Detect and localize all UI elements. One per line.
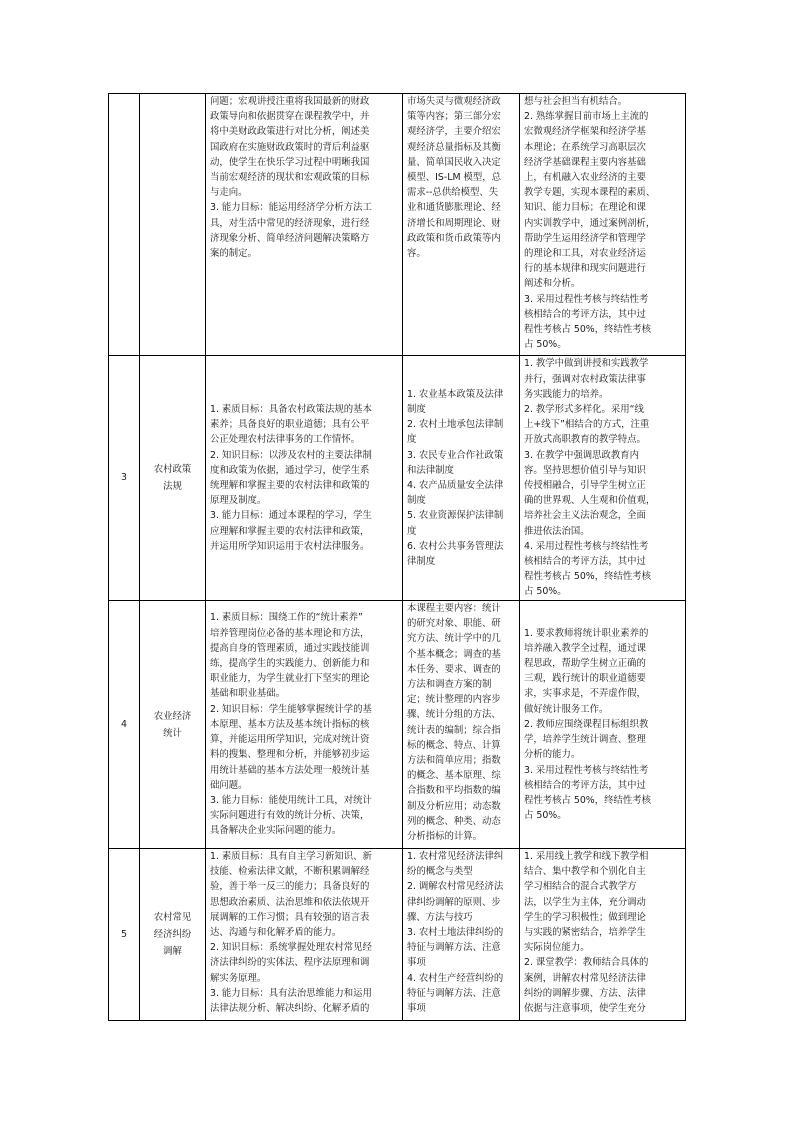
cell-text-line: 并运用所学知识运用于农村法律服务。 bbox=[210, 540, 370, 552]
course-number-cell: 5 bbox=[109, 849, 140, 1021]
cell-text-line: 学习相结合的混合式教学方 bbox=[524, 881, 637, 893]
cell-text-line: 具备解决企业实际问题的能力。 bbox=[210, 825, 342, 837]
cell-text-line: 国政府在实施财政政策时的背后利益驱 bbox=[210, 141, 370, 153]
cell-text-line: 2. 知识目标：以涉及农村的主要法律制 bbox=[210, 449, 372, 461]
cell-text-line: 知识、能力目标；在理论和课 bbox=[524, 202, 646, 214]
cell-text-line: 想与社会担当有机结合。 bbox=[524, 96, 628, 107]
cell-text-line: 程思政，帮助学生树立正确的 bbox=[524, 658, 646, 670]
course-requirements-cell bbox=[520, 94, 686, 356]
cell-text-line: 内实训教学中，通过案例剖析， bbox=[524, 217, 656, 229]
cell-text-line: 究方法、统计学中的几 bbox=[407, 633, 501, 645]
cell-text-line: 原理及制度。 bbox=[210, 495, 267, 507]
cell-text-line: 2. 知识目标：系统掌握处理农村常见经 bbox=[210, 942, 372, 954]
cell-text-line: 解实务原理。 bbox=[210, 972, 267, 984]
course-content-cell bbox=[403, 601, 520, 849]
cell-text-line: 3. 采用过程性考核与终结性考 bbox=[524, 293, 649, 305]
cell-text-line: 本课程主要内容：统计 bbox=[407, 603, 501, 614]
cell-text-line: 料的搜集、整理和分析，并能够初步运 bbox=[210, 749, 370, 761]
cell-text-line: 标的概念、特点、计算 bbox=[407, 739, 501, 751]
cell-text-line: 传授相融合，引导学生树立正 bbox=[524, 480, 646, 491]
cell-text-line: 问题；宏观讲授注重将我国最新的财政 bbox=[210, 96, 370, 107]
cell-text-line: 程性考核占 50%，终结性考核 bbox=[524, 571, 651, 583]
cell-text-line: 依据与注意事项，使学生充分 bbox=[524, 1003, 646, 1015]
cell-text-line: 案例，讲解农村常见经济法律 bbox=[524, 972, 646, 984]
cell-text-line: 验，善于举一反三的能力；具备良好的 bbox=[210, 881, 370, 893]
cell-text-line: 学，培养学生统计调查、整理 bbox=[524, 734, 646, 746]
cell-text-line: 培养社会主义法治观念，全面 bbox=[524, 510, 646, 522]
course-name-cell: 农村政策法规 bbox=[140, 356, 206, 601]
cell-text-line: 程性考核占 50%，终结性考核 bbox=[524, 794, 651, 806]
cell-text-line: 核相结合的考评方法，其中过 bbox=[524, 308, 646, 320]
cell-text-line: 当前宏观经济的现状和宏观政策的目标 bbox=[210, 172, 370, 184]
cell-text-line: 确的世界观、人生观和价值观， bbox=[524, 495, 656, 507]
cell-text-line: 3. 农村土地法律纠纷的 bbox=[407, 927, 504, 939]
cell-text-line: 3. 能力目标：通过本课程的学习，学生 bbox=[210, 510, 372, 522]
cell-text-line: 3. 在教学中强调思政教育内 bbox=[524, 449, 640, 461]
course-content-cell bbox=[403, 356, 520, 601]
course-content-cell bbox=[403, 94, 520, 356]
cell-text-line: 量、简单国民收入决定 bbox=[407, 156, 501, 168]
cell-text-line: 提高自身的管理素质，通过实践技能训 bbox=[210, 642, 370, 654]
course-requirements-cell bbox=[520, 601, 686, 849]
cell-text-line: 3. 能力目标：能运用经济学分析方法工 bbox=[210, 202, 372, 214]
cell-text-line: 学生的学习积极性；做到理论 bbox=[524, 911, 646, 923]
cell-text-line: 2. 调解农村常见经济法 bbox=[407, 881, 504, 893]
cell-text-line: 法，以学生为主体，充分调动 bbox=[524, 896, 646, 908]
course-goals-cell bbox=[206, 356, 403, 601]
cell-text-line: 将中美财政政策进行对比分析，阐述美 bbox=[210, 126, 370, 138]
cell-text-line: 实际问题进行有效的统计分析、决策， bbox=[210, 810, 370, 822]
cell-text-line: 实际岗位能力。 bbox=[524, 942, 590, 954]
course-goals-cell bbox=[206, 94, 403, 356]
cell-text-line: 上，有机融入农业经济的主要 bbox=[524, 172, 646, 184]
cell-text-line: 和法律制度 bbox=[407, 464, 454, 476]
cell-text-line: 市场失灵与微观经济政 bbox=[407, 96, 501, 107]
cell-text-line: 列的概念、种类、动态 bbox=[407, 815, 501, 827]
cell-text-line: 事项 bbox=[407, 957, 426, 969]
cell-text-line: 3. 采用过程性考核与终结性考 bbox=[524, 764, 649, 776]
cell-text-line: 帮助学生运用经济学和管理学 bbox=[524, 232, 646, 244]
cell-text-line: 容。坚持思想价值引导与知识 bbox=[524, 464, 646, 476]
cell-text-line: 2. 知识目标：学生能够掌握统计学的基 bbox=[210, 703, 372, 715]
cell-text-line: 三观，践行统计的职业道德要 bbox=[524, 673, 646, 685]
cell-text-line: 阐述和分析。 bbox=[524, 278, 581, 290]
cell-text-line: 政策导向和依据贯穿在课程教学中，并 bbox=[210, 111, 370, 123]
cell-text-line: 2. 课堂教学：教师结合具体的 bbox=[524, 957, 649, 969]
cell-text-line: 本任务、要求、调查的 bbox=[407, 663, 501, 675]
cell-text-line: 观经济总量指标及其衡 bbox=[407, 141, 501, 153]
cell-text-line: 1. 素质目标：具有自主学习新知识、新 bbox=[210, 851, 372, 862]
cell-text-line: 济法律纠纷的实体法、程序法原理和调 bbox=[210, 957, 370, 969]
table-row bbox=[109, 356, 686, 601]
cell-text-line: 骤、统计分组的方法、 bbox=[407, 709, 501, 721]
cell-text-line: 事项 bbox=[407, 1003, 426, 1015]
course-goals-cell bbox=[206, 601, 403, 849]
cell-text-line: 骤、方法与技巧 bbox=[407, 911, 473, 923]
cell-text-line: 占 50%。 bbox=[524, 810, 567, 822]
cell-text-line: 政政策和货币政策等内 bbox=[407, 232, 501, 244]
cell-text-line: 程性考核占 50%，终结性考核 bbox=[524, 324, 651, 336]
course-number-cell: 3 bbox=[109, 356, 140, 601]
cell-text-line: 培养管理岗位必备的基本理论和方法， bbox=[210, 627, 370, 639]
cell-text-line: 纷的概念与类型 bbox=[407, 866, 473, 878]
cell-text-line: 观经济学，主要介绍宏 bbox=[407, 126, 501, 138]
course-content-cell bbox=[403, 849, 520, 1021]
cell-text-line: 本理论；在系统学习高职层次 bbox=[524, 141, 646, 153]
cell-text-line: 6. 农村公共事务管理法 bbox=[407, 540, 504, 552]
cell-text-line: 思想政治素质、法治思维和依法依规开 bbox=[210, 896, 370, 908]
cell-text-line: 特征与调解方法、注意 bbox=[407, 987, 501, 999]
cell-text-line: 1. 教学中做到讲授和实践教学 bbox=[524, 358, 649, 370]
cell-text-line: 素养；具备良好的职业道德；具有公平 bbox=[210, 419, 370, 431]
cell-text-line: 统计表的编制；综合指 bbox=[407, 724, 501, 736]
cell-text-line: 求，实事求是，不弄虚作假， bbox=[524, 688, 646, 700]
cell-text-line: 并行，强调对农村政策法律事 bbox=[524, 373, 646, 385]
cell-text-line: 制度 bbox=[407, 495, 426, 507]
cell-text-line: 教学专题，实现本课程的素质、 bbox=[524, 187, 656, 199]
course-requirements-cell bbox=[520, 356, 686, 601]
cell-text-line: 动，使学生在快乐学习过程中明晰我国 bbox=[210, 156, 370, 168]
cell-text-line: 占 50%。 bbox=[524, 339, 567, 351]
cell-text-line: 2. 教师应围绕课程目标组织教 bbox=[524, 718, 649, 730]
cell-text-line: 算，并能运用所学知识，完成对统计资 bbox=[210, 734, 370, 746]
cell-text-line: 需求--总供给模型、失 bbox=[407, 187, 499, 199]
cell-text-line: 度和政策为依据，通过学习，使学生系 bbox=[210, 464, 370, 476]
cell-text-line: 律制度 bbox=[407, 556, 436, 568]
cell-text-line: 用统计基础的基本方法处理一般统计基 bbox=[210, 764, 370, 776]
cell-text-line: 行的基本规律和现实问题进行 bbox=[524, 263, 646, 275]
cell-text-line: 策等内容；第三部分宏 bbox=[407, 111, 501, 123]
cell-text-line: 案的制定。 bbox=[210, 248, 257, 260]
cell-text-line: 1. 采用线上教学和线下教学相 bbox=[524, 851, 649, 862]
cell-text-line: 宏微观经济学框架和经济学基 bbox=[524, 126, 646, 138]
cell-text-line: 容。 bbox=[407, 248, 426, 260]
cell-text-line: 占 50%。 bbox=[524, 586, 567, 598]
cell-text-line: 度 bbox=[407, 434, 417, 446]
cell-text-line: 分析指标的计算。 bbox=[407, 831, 483, 843]
cell-text-line: 1. 素质目标：围绕工作的“统计素养” bbox=[210, 612, 363, 624]
course-name-cell: 农村常见经济纠纷调解 bbox=[140, 849, 206, 1021]
course-number-cell: 4 bbox=[109, 601, 140, 849]
cell-text-line: 的概念、基本原理、综 bbox=[407, 770, 501, 782]
cell-text-line: 2. 教学形式多样化。采用“线 bbox=[524, 403, 644, 415]
cell-text-line: 济现象分析、简单经济问题解决策略方 bbox=[210, 232, 370, 244]
cell-text-line: 做好统计服务工作。 bbox=[524, 703, 609, 715]
cell-text-line: 纠纷的调解步骤、方法、法律 bbox=[524, 987, 646, 999]
cell-text-line: 1. 要求教师将统计职业素养的 bbox=[524, 627, 649, 639]
cell-text-line: 度 bbox=[407, 525, 417, 537]
cell-text-line: 的理论和工具，对农业经济运 bbox=[524, 248, 646, 260]
cell-text-line: 2. 农村土地承包法律制 bbox=[407, 419, 504, 431]
cell-text-line: 模型、IS-LM 模型，总 bbox=[407, 172, 502, 184]
cell-text-line: 1. 农业基本政策及法律 bbox=[407, 388, 504, 400]
cell-text-line: 定；统计整理的内容步 bbox=[407, 694, 501, 706]
course-goals-cell bbox=[206, 849, 403, 1021]
cell-text-line: 与走向。 bbox=[210, 187, 248, 199]
cell-text-line: 4. 采用过程性考核与终结性考 bbox=[524, 540, 649, 552]
course-requirements-cell bbox=[520, 849, 686, 1021]
cell-text-line: 练，提高学生的实践能力、创新能力和 bbox=[210, 658, 370, 670]
cell-text-line: 础问题。 bbox=[210, 779, 248, 791]
cell-text-line: 特征与调解方法、注意 bbox=[407, 942, 501, 954]
cell-text-line: 技能、检索法律文献，不断积累调解经 bbox=[210, 866, 370, 878]
cell-text-line: 上+线下”相结合的方式，注重 bbox=[524, 419, 650, 431]
cell-text-line: 展调解的工作习惯；具有较强的语言表 bbox=[210, 911, 370, 923]
cell-text-line: 3. 农民专业合作社政策 bbox=[407, 449, 504, 461]
cell-text-line: 本原理、基本方法及基本统计指标的核 bbox=[210, 718, 370, 730]
cell-text-line: 培养融入教学全过程，通过课 bbox=[524, 642, 646, 654]
cell-text-line: 律纠纷调解的原则、步 bbox=[407, 896, 501, 908]
cell-text-line: 济增长和周期理论、财 bbox=[407, 217, 501, 229]
table-row bbox=[109, 601, 686, 849]
course-name-cell bbox=[140, 94, 206, 356]
cell-text-line: 经济学基础课程主要内容基础 bbox=[524, 156, 646, 168]
cell-text-line: 统理解和掌握主要的农村法律和政策的 bbox=[210, 480, 370, 491]
table-row bbox=[109, 94, 686, 356]
cell-text-line: 应理解和掌握主要的农村法律和政策， bbox=[210, 525, 370, 537]
cell-text-line: 基础和职业基础。 bbox=[210, 688, 286, 700]
cell-text-line: 5. 农业资源保护法律制 bbox=[407, 510, 504, 522]
cell-text-line: 核相结合的考评方法，其中过 bbox=[524, 779, 646, 791]
cell-text-line: 个基本概念；调查的基 bbox=[407, 648, 501, 660]
cell-text-line: 4. 农村生产经营纠纷的 bbox=[407, 972, 504, 984]
cell-text-line: 公正处理农村法律事务的工作情怀。 bbox=[210, 434, 361, 446]
cell-text-line: 4. 农产品质量安全法律 bbox=[407, 480, 504, 491]
course-number-cell bbox=[109, 94, 140, 356]
cell-text-line: 核相结合的考评方法，其中过 bbox=[524, 556, 646, 568]
cell-text-line: 与实践的紧密结合，培养学生 bbox=[524, 927, 646, 939]
cell-text-line: 方法和调查方案的制 bbox=[407, 679, 492, 691]
course-name-cell: 农业经济统计 bbox=[140, 601, 206, 849]
table-row bbox=[109, 849, 686, 1021]
cell-text-line: 达、沟通与和化解矛盾的能力。 bbox=[210, 927, 342, 939]
cell-text-line: 具，对生活中常见的经济现象，进行经 bbox=[210, 217, 370, 229]
cell-text-line: 务实践能力的培养。 bbox=[524, 388, 609, 400]
cell-text-line: 3. 能力目标：具有法治思维能力和运用 bbox=[210, 987, 372, 999]
course-table bbox=[108, 93, 686, 1021]
cell-text-line: 1. 素质目标：具备农村政策法规的基本 bbox=[210, 403, 372, 415]
cell-text-line: 业和通货膨胀理论、经 bbox=[407, 202, 501, 214]
cell-text-line: 职业能力，为学生就业打下坚实的理论 bbox=[210, 673, 370, 685]
cell-text-line: 合指数和平均指数的编 bbox=[407, 785, 501, 797]
cell-text-line: 开放式高职教育的教学特点。 bbox=[524, 434, 646, 446]
cell-text-line: 的研究对象、职能、研 bbox=[407, 618, 501, 630]
cell-text-line: 1. 农村常见经济法律纠 bbox=[407, 851, 504, 862]
cell-text-line: 分析的能力。 bbox=[524, 749, 581, 761]
cell-text-line: 3. 能力目标：能使用统计工具，对统计 bbox=[210, 794, 372, 806]
cell-text-line: 2. 熟练掌握目前市场上主流的 bbox=[524, 111, 649, 123]
cell-text-line: 法律法规分析、解决纠纷、化解矛盾的 bbox=[210, 1003, 370, 1015]
cell-text-line: 制及分析应用；动态数 bbox=[407, 800, 501, 812]
cell-text-line: 结合、集中教学和个别化自主 bbox=[524, 866, 646, 878]
cell-text-line: 推进依法治国。 bbox=[524, 525, 590, 537]
cell-text-line: 方法和简单应用；指数 bbox=[407, 755, 501, 767]
cell-text-line: 制度 bbox=[407, 403, 426, 415]
